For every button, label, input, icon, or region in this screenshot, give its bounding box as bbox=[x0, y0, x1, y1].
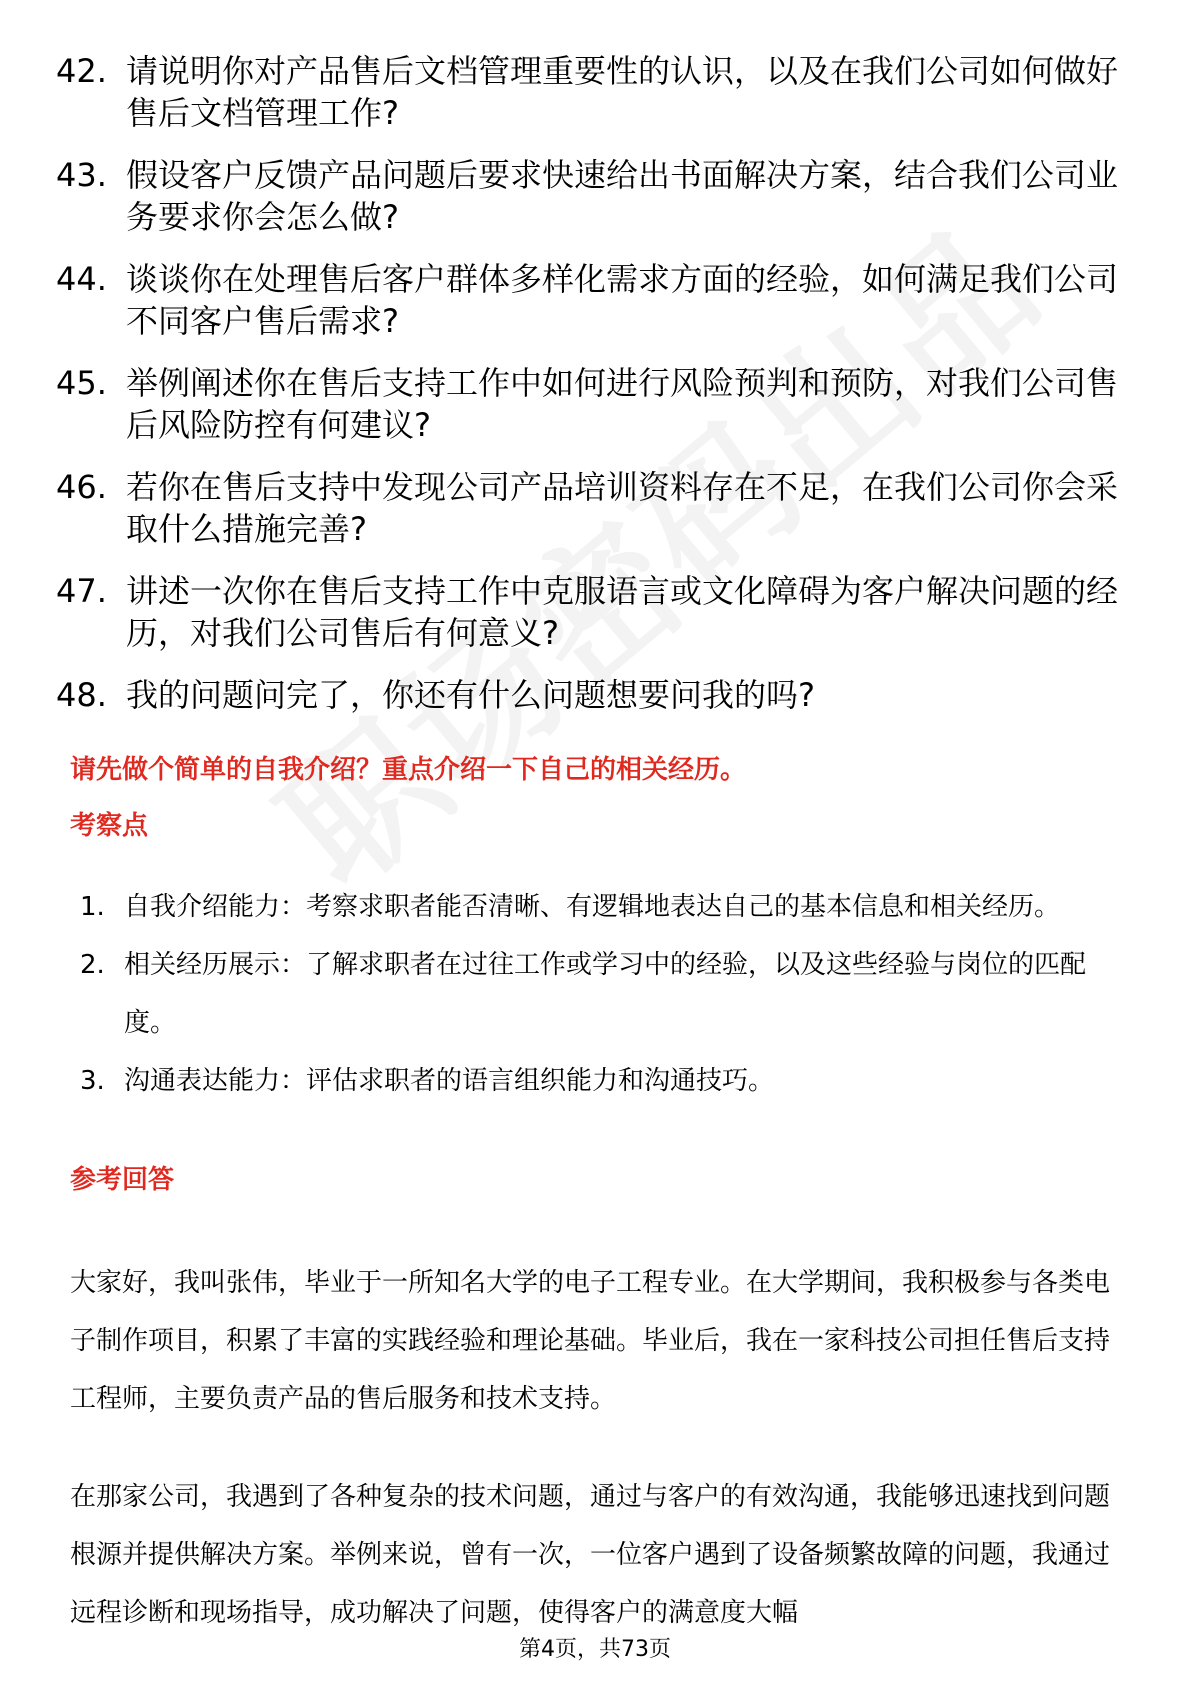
question-text: 举例阐述你在售后支持工作中如何进行风险预判和预防，对我们公司售后风险防控有何建议? bbox=[126, 364, 1119, 444]
question-list bbox=[56, 50, 1136, 736]
page-footer: 第4页，共73页 bbox=[519, 1637, 671, 1662]
question-item bbox=[56, 258, 1136, 342]
question-headline: 请先做个简单的自我介绍？重点介绍一下自己的相关经历。 bbox=[70, 755, 747, 785]
focus-point-text: 相关经历展示：了解求职者在过往工作或学习中的经验，以及这些经验与岗位的匹配度。 bbox=[124, 950, 1087, 1038]
answer-paragraph: 大家好，我叫张伟，毕业于一所知名大学的电子工程专业。在大学期间，我积极参与各类电子制作项目，积累了丰富的实践经验和理论基础。毕业后，我在一家科技公司担任售后支持工程师，主要负责产品的售后服务和技术支持。 bbox=[70, 1268, 1111, 1414]
answer-paragraph: 在那家公司，我遇到了各种复杂的技术问题，通过与客户的有效沟通，我能够迅速找到问题根源并提供解决方案。举例来说，曾有一次，一位客户遇到了设备频繁故障的问题，我通过远程诊断和现场指导，成功解决了问题，使得客户的满意度大幅 bbox=[70, 1482, 1111, 1628]
focus-point bbox=[80, 878, 1130, 936]
focus-point-number: 2. bbox=[80, 950, 105, 980]
question-number: 46. bbox=[56, 468, 107, 506]
question-item bbox=[56, 154, 1136, 238]
focus-point bbox=[80, 936, 1130, 1052]
question-number: 48. bbox=[56, 676, 107, 714]
question-item bbox=[56, 466, 1136, 550]
question-text: 假设客户反馈产品问题后要求快速给出书面解决方案，结合我们公司业务要求你会怎么做? bbox=[126, 156, 1119, 236]
answer-body bbox=[70, 1254, 1130, 1682]
focus-point-number: 1. bbox=[80, 892, 105, 922]
question-item bbox=[56, 570, 1136, 654]
question-text: 我的问题问完了，你还有什么问题想要问我的吗? bbox=[126, 676, 815, 714]
question-text: 谈谈你在处理售后客户群体多样化需求方面的经验，如何满足我们公司不同客户售后需求? bbox=[126, 260, 1119, 340]
question-number: 47. bbox=[56, 572, 107, 610]
question-number: 45. bbox=[56, 364, 107, 402]
question-number: 43. bbox=[56, 156, 107, 194]
focus-point-text: 自我介绍能力：考察求职者能否清晰、有逻辑地表达自己的基本信息和相关经历。 bbox=[124, 892, 1061, 922]
question-number: 44. bbox=[56, 260, 107, 298]
focus-point-text: 沟通表达能力：评估求职者的语言组织能力和沟通技巧。 bbox=[124, 1066, 775, 1096]
focus-point bbox=[80, 1052, 1130, 1110]
question-item bbox=[56, 50, 1136, 134]
question-item bbox=[56, 362, 1136, 446]
question-text: 若你在售后支持中发现公司产品培训资料存在不足，在我们公司你会采取什么措施完善? bbox=[126, 468, 1119, 548]
question-text: 讲述一次你在售后支持工作中克服语言或文化障碍为客户解决问题的经历，对我们公司售后有何意义? bbox=[126, 572, 1119, 652]
focus-point-list bbox=[80, 878, 1130, 1110]
answer-label: 参考回答 bbox=[70, 1165, 175, 1195]
question-number: 42. bbox=[56, 52, 107, 90]
question-text: 请说明你对产品售后文档管理重要性的认识，以及在我们公司如何做好售后文档管理工作? bbox=[126, 52, 1119, 132]
question-item bbox=[56, 674, 1136, 716]
focus-point-number: 3. bbox=[80, 1066, 105, 1096]
focus-label: 考察点 bbox=[70, 811, 149, 841]
